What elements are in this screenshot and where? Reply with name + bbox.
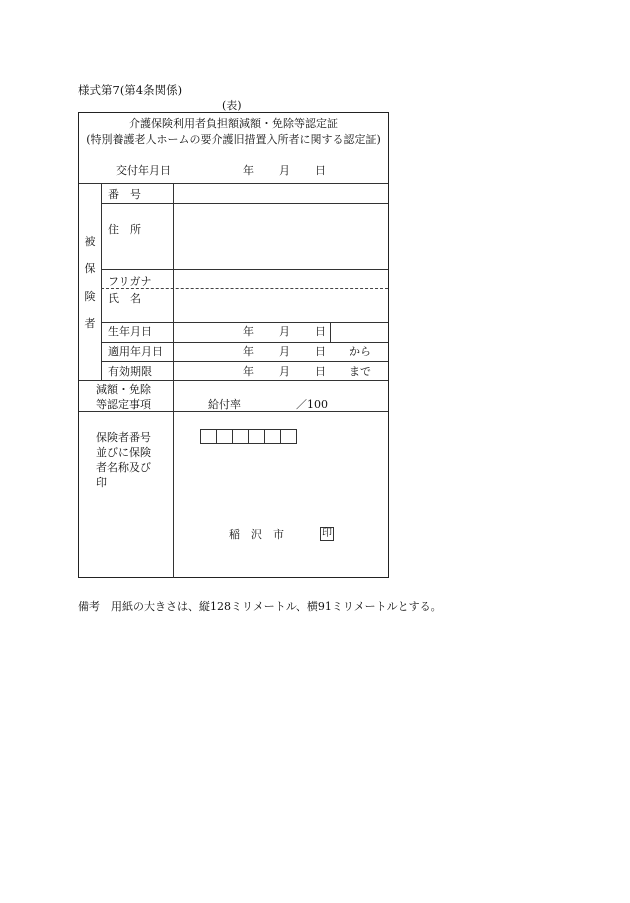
address-label: 住 所 [108,223,141,236]
insurer-label-line1: 保険者番号 [96,431,151,444]
insured-label-char-1: 被 [84,235,96,248]
birth-year-unit: 年 [243,325,254,338]
valid-suffix: まで [349,365,371,378]
insured-label-char-3: 険 [84,290,96,303]
insurer-number-boxes [200,429,296,444]
issue-year-unit: 年 [243,164,254,177]
insurer-number-box [280,429,297,444]
divider-address-row [101,269,388,270]
applicable-month-unit: 月 [279,345,290,358]
insured-label-char-4: 者 [84,317,96,330]
valid-day-unit: 日 [315,365,326,378]
insurer-label-line3: 者名称及び [96,461,151,474]
insurer-city-name: 稲 沢 市 [229,528,284,541]
valid-until-label: 有効期限 [108,365,152,378]
insurer-number-box [264,429,281,444]
insured-label-char-2: 保 [84,262,96,275]
valid-year-unit: 年 [243,365,254,378]
form-number-label: 様式第7(第4条関係) [78,83,183,97]
insurer-number-box [232,429,249,444]
divider-number-row [101,203,388,204]
reduction-label-line2: 等認定事項 [96,398,151,411]
benefit-rate-denominator: ／100 [296,398,328,411]
issue-date-label: 交付年月日 [116,164,171,177]
insurer-number-box [216,429,233,444]
applicable-day-unit: 日 [315,345,326,358]
divider-birthdate-row [101,342,388,343]
divider-top-section [79,183,388,184]
issue-month-unit: 月 [279,164,290,177]
insurer-label-line4: 印 [96,476,107,489]
birth-day-unit: 日 [315,325,326,338]
issue-day-unit: 日 [315,164,326,177]
insurer-number-box [248,429,265,444]
divider-valid-row [79,380,388,381]
insurer-number-box [200,429,217,444]
applicable-suffix: から [349,345,371,358]
certificate-form [78,112,389,578]
birth-month-unit: 月 [279,325,290,338]
number-label: 番 号 [108,188,141,201]
reduction-label-line1: 減額・免除 [96,383,151,396]
certificate-subtitle: (特別養護老人ホームの要介護旧措置入所者に関する認定証) [86,133,381,146]
seal-mark: 印 [322,528,332,539]
name-label: 氏 名 [108,292,141,305]
insurer-label-line2: 並びに保険 [96,446,151,459]
divider-name-row [101,322,388,323]
divider-furigana-dashed [101,288,388,289]
divider-insured-column [101,183,102,380]
divider-applicable-row [101,361,388,362]
furigana-label: フリガナ [108,275,152,288]
applicable-year-unit: 年 [243,345,254,358]
birthdate-label: 生年月日 [108,325,152,338]
footnote: 備考 用紙の大きさは、縦128ミリメートル、横91ミリメートルとする。 [78,600,442,613]
divider-birthdate-extra [330,322,331,342]
front-side-label: (表) [222,99,242,112]
applicable-date-label: 適用年月日 [108,345,163,358]
certificate-title: 介護保険利用者負担額減額・免除等認定証 [129,117,338,130]
divider-reduction-row [79,411,388,412]
benefit-rate-label: 給付率 [208,398,241,411]
valid-month-unit: 月 [279,365,290,378]
